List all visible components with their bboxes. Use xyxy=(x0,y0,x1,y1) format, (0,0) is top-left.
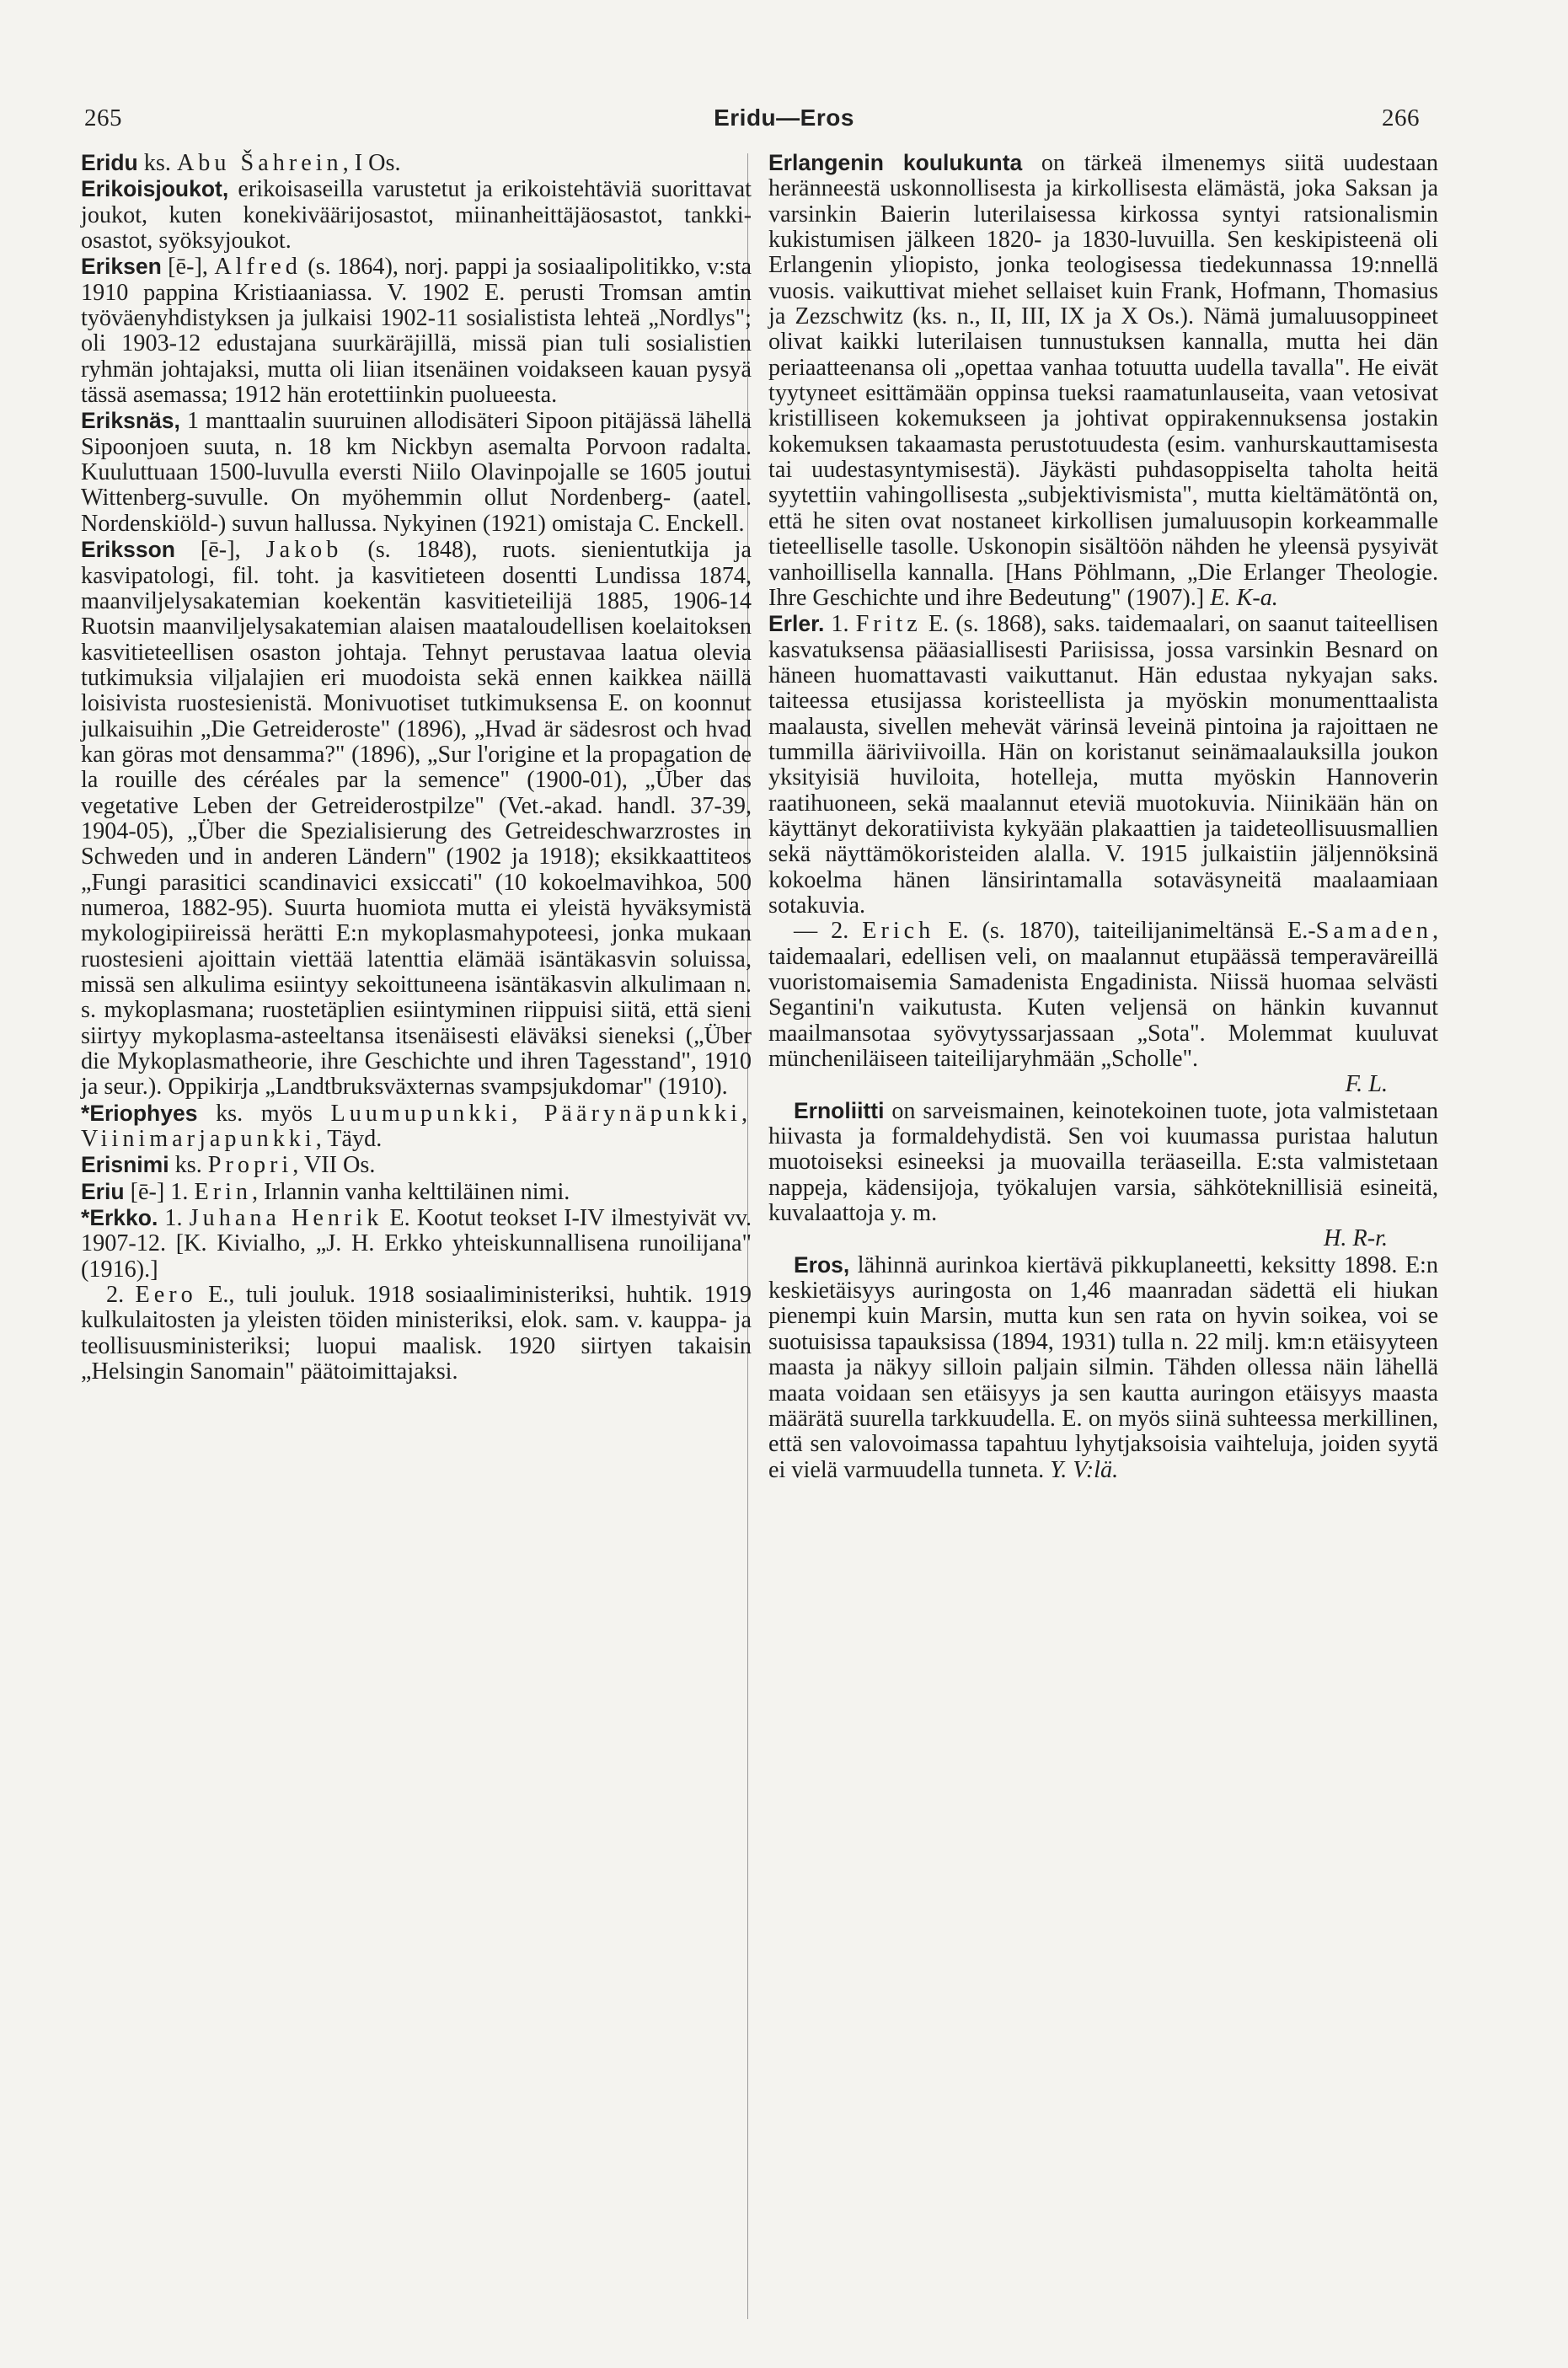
entry-eros: Eros, lähinnä aurinkoa kiertävä pikkuplaneetti, keksitty 1898. E:n keskietäisyys auringosta on 1,46 maanradan sädettä eli hiukan pienempi kuin Marsin, mutta kun sen rata on hyvin soikea, voi se suotuisissa tapauksissa (1894, 1931) tulla n. 22 milj. km:n etäisyyteen maasta ja näkyy silloin paljain silmin. Tähden ollessa näin lähellä maata voidaan sen etäisyys ja sen kautta auringon etäisyys maasta määrätä suurella tarkkuudella. E. on myös siinä suhteessa merkillinen, että sen valovoimassa tapahtuu lyhytjaksoisia vaihteluja, joiden syytä ei vielä varmuudella tunneta. Y. V:lä. xyxy=(768,1251,1438,1483)
entry-erler: Erler. 1. Fritz E. (s. 1868), saks. taidemaalari, on saanut taiteellisen kasvatuksensa pääasiallisesti Pariisissa, jossa varsinkin Besnard on häneen huomattavasti vaikuttanut. Hän edustaa nykyajan saks. taiteessa etusijassa koristeellista ja myöskin monumenttaalista maalausta, sivellen mehevät värinsä leveinä pintoina ja rajoittaen ne tummilla ääriviivoilla. Hän on koristanut seinämaalauksilla joukon yksityisiä huviloita, hotelleja, mutta myöskin Hannoverin raatihuoneen, sekä maalannut eteviä muotokuvia. Niinikään hän on käyttänyt dekoratiivista kykyään plakaattien ja taideteollisuusmallien sekä näyttämökoristeiden alalla. V. 1915 julkaistiin jäljennöksinä kokoelma hänen länsirintamalla sotaväsyneitä maalaamiaan sotakuvia. xyxy=(768,611,1438,919)
signature-line: H. R-r. xyxy=(1324,1225,1388,1252)
left-page-number: 265 xyxy=(84,104,122,131)
entry-eridu: Eridu ks. Abu Šahrein, I Os. xyxy=(81,150,401,176)
entry-erisnimi: Erisnimi ks. Propri, VII Os. xyxy=(81,1152,376,1179)
entry-erkko: *Erkko. 1. Juhana Henrik E. Kootut teokset I-IV ilmestyivät vv. 1907-12. [K. Kivialho, „J. H. Erkko yhteiskunnallisena runoilijana" (1916).] xyxy=(81,1205,752,1283)
right-column xyxy=(768,150,1438,1483)
entry-eriksson: Eriksson [ē-], Jakob (s. 1848), ruots. sienientutkija ja kasvipatologi, fil. toht. ja kasvitieteen dosentti Lundissa 1874, maanviljelysakatemian koekentän kasvitieteilijä 1885, 1906-14 Ruotsin maanviljelysakatemian alaisen maataloudellisen koelaitoksen kasvitieteellisen osaston johtaja. Tehnyt perustavaa laatua olevia tutkimuksia viljalajien eri muodoista sekä ennen kaikkea näillä loisivista ruostesienistä. Monivuotiset tutkimuksensa E. on koonnut julkaisuihin „Die Getreideroste" (1896), „Hvad är sädesrost och hvad kan göras mot densamma?" (1896), „Sur l'origine et la propagation de la rouille des céréales par la semence" (1900-01), „Über das vegetative Leben der Getreiderostpilze" (Vet.-akad. handl. 37-39, 1904-05), „Über die Spezialisierung des Getreideschwarzrostes in Schweden und in anderen Ländern" (1902 ja 1918); eksikkaattiteos „Fungi parasitici scandinavici exsiccati" (10 kokoelmavihkoa, 500 numeroa, 1882-95). Suurta huomiota mutta ei yleistä hyväksymistä mykologipiireissä herätti E:n mykoplasmahypoteesi, jonka mukaan ruostesieni ajoittain viettää latenttia elämää isäntäkasvin soluissa, missä sen alkulima esiintyy sekoittuneena isäntäkasvin alkulimaan n. s. mykoplasmana; ruostetäplien esiintyminen riippuisi siitä, että sieni siirtyy mykoplasma-asteeltansa itsenäisesti eläväksi sieneksi („Über die Mykoplasmatheorie, ihre Geschichte und ihren Tagesstand", 1910 ja seur.). Oppikirja „Landtbruksväxternas svampsjukdomar" (1910). xyxy=(81,537,752,1101)
entry-erler-2: — 2. Erich E. (s. 1870), taiteilijanimeltänsä E.-Samaden, taidemaalari, edellisen veli, on maalannut etupäässä temperaväreillä vuoristomaisemia Samadenista Engadinista. Niissä huomaa selvästi Segantini'n vaikutusta. Kuten veljensä on hänkin kuvannut maailmansotaa syövytyssarjassaan „Sota". Molemmat kuuluvat müncheniläiseen taiteilijaryhmään „Scholle". xyxy=(768,918,1439,1073)
entry-eriksnas: Eriksnäs, 1 manttaalin suuruinen allodisäteri Sipoon pitäjässä lähellä Sipoonjoen suuta, n. 18 km Nickbyn asemalta Porvoon radalta. Kuuluttuaan 1500-luvulla eversti Niilo Olavinpojalle se 1605 joutui Wittenberg-suvulle. On myöhemmin ollut Nordenberg- (aatel. Nordenskiöld-) suvun hallussa. Nykyinen (1921) omistaja C. Enckell. xyxy=(81,408,752,537)
right-page-number: 266 xyxy=(1382,104,1420,131)
running-title: Eridu—Eros xyxy=(714,104,854,131)
left-column xyxy=(81,150,752,1385)
entry-erikoisjoukot: Erikoisjoukot, erikoisaseilla varustetut ja erikoistehtäviä suorittavat joukot, kuten konekiväärijosastot, miinanheittäjäosastot, tankki-osastot, syöksyjoukot. xyxy=(81,176,752,254)
entry-erkko-2: 2. Eero E., tuli jouluk. 1918 sosiaaliministeriksi, huhtik. 1919 kulkulaitosten ja yleisten töiden ministeriksi, elok. sam. v. kauppa- ja teollisuusministeriksi; luopui maalisk. 1920 siirtyen takaisin „Helsingin Sanomain" päätoimittajaksi. xyxy=(81,1282,752,1385)
entry-eriksen: Eriksen [ē-], Alfred (s. 1864), norj. pappi ja sosiaalipolitikko, v:sta 1910 pappina Kristiaaniassa. V. 1902 E. perusti Tromsan amtin työväenyhdistyksen ja julkaisi 1902-11 sosialistista lehteä „Nordlys"; oli 1903-12 edustajana suurkäräjillä, missä pian tuli sosialistien ryhmän johtajaksi, mutta oli liian itsenäinen voidakseen kauan pysyä tässä asemassa; 1912 hän erotettiinkin puolueesta. xyxy=(81,254,752,409)
signature: E. K-a. xyxy=(1210,584,1278,611)
entry-ernoliitti: Ernoliitti on sarveismainen, keinotekoinen tuote, jota valmistetaan hiivasta ja formaldehydistä. Sen voi kuumassa puristaa halutun muotoiseksi esineeksi ja muovailla teräaseilla. E:sta valmistetaan nappeja, kädensijoja, työkalujen varsia, sähköteknillisiä esineitä, kuvalaattoja y. m. xyxy=(768,1097,1438,1227)
entry-erlangen: Erlangenin koulukunta on tärkeä ilmenemys siitä uudestaan heränneestä uskonnollisesta ja kirkollisesta elämästä, joka Saksan ja varsinkin Baierin luterilaisessa kirkossa syntyi ratsionalismin kukistumisen jälkeen 1820- ja 1830-luvuilla. Sen keskipisteenä oli Erlangenin yliopisto, jonka teologisessa tiedekunnassa 19:nnellä vuosis. vaikuttivat miehet sellaiset kuin Frank, Hofmann, Thomasius ja Zezschwitz (ks. n., II, III, IX ja X Os.). Nämä jumaluusoppineet olivat kaikki luterilaisen tunnustuksen kannalla, mutta hei dän periaatteenansa oli „opettaa vanhaa totuutta uudella tavalla". He eivät tyytyneet esittämään oppinsa tueksi raamatunlauseita, vaan vetosivat kristilliseen kokemukseen ja johtivat oppirakennuksensa jostakin kokemuksen takaamasta perustotuudesta (esim. vanhurskauttamisesta tai uudestasyntymisestä). Jäykästi puhdasoppiselta taholta heitä syytettiin vahingollisesta „subjektivismista", mutta kieltämätöntä on, että he siten ovat nostaneet kirkollisen jumaluusopin korkeammalle tieteelliselle tasolle. Uskonopin sisältöön nähden he yleensä pysyivät vanhoillisella kannalla. [Hans Pöhlmann, „Die Erlanger Theologie. Ihre Geschichte und ihre Bedeutung" (1907).] E. K-a. xyxy=(768,150,1438,611)
signature-line: F. L. xyxy=(1345,1071,1388,1098)
entry-eriophyes: *Eriophyes ks. myös Luumupunkki, Päärynäpunkki, Viinimarjapunkki, Täyd. xyxy=(81,1100,752,1153)
entry-eriu: Eriu [ē-] 1. Erin, Irlannin vanha kelttiläinen nimi. xyxy=(81,1178,570,1205)
